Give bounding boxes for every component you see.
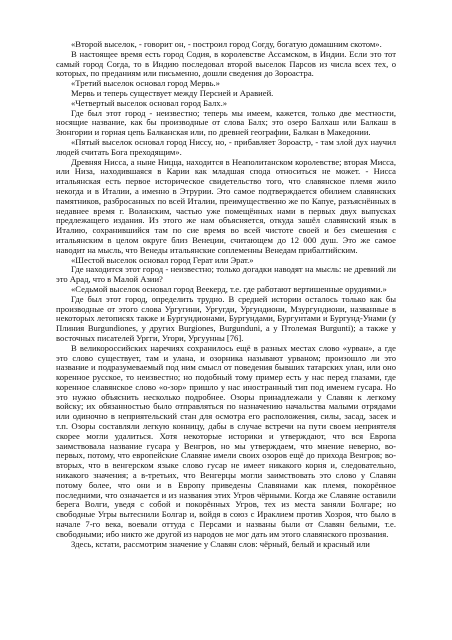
paragraph-7: «Пятый выселок основал город Ниссу, но, - прибавляет Зороастр, - там злой дух научил людей считать Бога преходящим». <box>56 136 396 157</box>
paragraph-4: Мервь и теперь существует между Персией и Аравией. <box>71 87 274 98</box>
paragraph-9: «Шестой выселок основал город Герат или Эрат.» <box>71 254 254 265</box>
paragraph-12: Где был этот город, определить трудно. В средней истории осталось только как бы производные от этого слова Ургугини, Ургугди, Ургундиони, Мзургундиони, названные в некоторых летописях также и Бургундионами, Бургундами, Бургунтами и Бургунд-Унами (у Плиния Burgundiones, у других Burgiones, Burgunduni, а у Птолемая Burgunti); а также у восточных писателей Ургги, Угори, Ургуунны [76]. <box>56 293 396 343</box>
paragraph-13: В великороссийских наречиях сохранилось ещё в разных местах слово «урван», а где это слово существует, там и улана, и озорника называют урваном; произошло ли это название и подразумеваемый под ним смысл от поведения бывших татарских улан, или оно коренное русское, то неизвестно; но подобный тому пример есть у нас перед глазами, где коренное славянское слово «о-зор» пришло у нас иностранный тип под именем гусара. Но это нужно объяснить несколько подробнее. Озоры принадлежали у Славян к легкому войску; их обязанностью было отправляться по назначению начальства малыми отрядами или одиночно в неприятельский стан для осмотра его расположения, силы, засад, засек и т.п. Озоры составляли легкую конницу, дабы в случае встречи на пути своем неприятеля скорее могли удалиться. Хотя некоторые историки и утверждают, что вся Европа заимствовала название гусара у Венгров, но мы утверждаем, что мнение неверно, во-первых, потому, что европейские Славяне имели своих озоров ещё до прихода Венгров; во-вторых, что в венгерском языке слово гусар не имеет никакого корня и, следовательно, никакого значения; а в-третьих, что Венгерцы могли заимствовать это слово у Славян потому более, что они и в Европу приведены Славянами как племя, покорённое последними, что означается и из названия этих Угров чёрными. Когда же Славяне оставили берега Волги, уведя с собой и покорённых Угров, тех из места заняли Болгаре; но свободные Угры вытеснили Болгар и, войдя в союз с Ираклием против Хозроя, что было в начале 7-го века, воевали оттуда с Персами и названы были от Славян белыми, т.е. свободными; ибо никто же другой из народов не мог дать им этого славянского прозвания. <box>56 342 396 539</box>
paragraph-11: «Седьмой выселок основал город Веекерд, т.е. где работают вертишенные орудиями.» <box>71 283 387 294</box>
paragraph-6: Где был этот город - неизвестно; теперь мы имеем, кажется, только две местности, носящие название, как бы производные от слова Балх; это озеро Балхаш или Балкаш в Зюнгории и горная цепь Балканская или, по древней географии, Балкан в Македонии. <box>56 107 396 138</box>
paragraph-14: Здесь, кстати, рассмотрим значение у Славян слов: чёрный, белый и красный или <box>71 538 370 549</box>
paragraph-5: «Четвертый выселок основал город Балх.» <box>71 97 228 108</box>
paragraph-3: «Третий выселок основал город Мервь.» <box>71 78 220 89</box>
paragraph-8: Древняя Нисса, а ныне Ницца, находится в Неаполитанском королевстве; вторая Мисса, или Низа, находившаяся в Карии как младшая сподa относиться не может. - Нисса итальянская есть первое историческое свидетельство того, что славянское племя жило некогда и в Италии, а именно в Этрурии. Это самое подтверждается обилием славянских памятников, разбросанных по всей Италии, преимущественно же по Капуе, разъяснённых в недавнее время г. Воланским, частью уже помещённых нами в первых двух выпусках предлежащего издания. Из этого же нам объясняется, откуда зашёл славянский язык в Италию, сохранившийся там по сие время во всей чистоте своей и без смешения с итальянским в целом округе близ Венеции, считающем до 12 000 душ. Это же самое наводит на мысль, что Венеды итальянские соплеменны Венедам прибалтийским. <box>56 156 396 255</box>
paragraph-2: В настоящее время есть город Содия, в королевстве Ассамском, в Индии. Если это тот самый город Согда, то в Индию последовал второй выселок Парсов из числа всех тех, о которых, по преданиям или письменно, дошли сведения до Зороастра. <box>56 48 396 79</box>
paragraph-1: «Второй выселок, - говорит он, - построил город Согду, богатую домашним скотом». <box>71 39 382 49</box>
paragraph-10: Где находится этот город - неизвестно; только догадки наводят на мысль: не древний ли это Арад, что в Малой Азии? <box>56 264 396 285</box>
